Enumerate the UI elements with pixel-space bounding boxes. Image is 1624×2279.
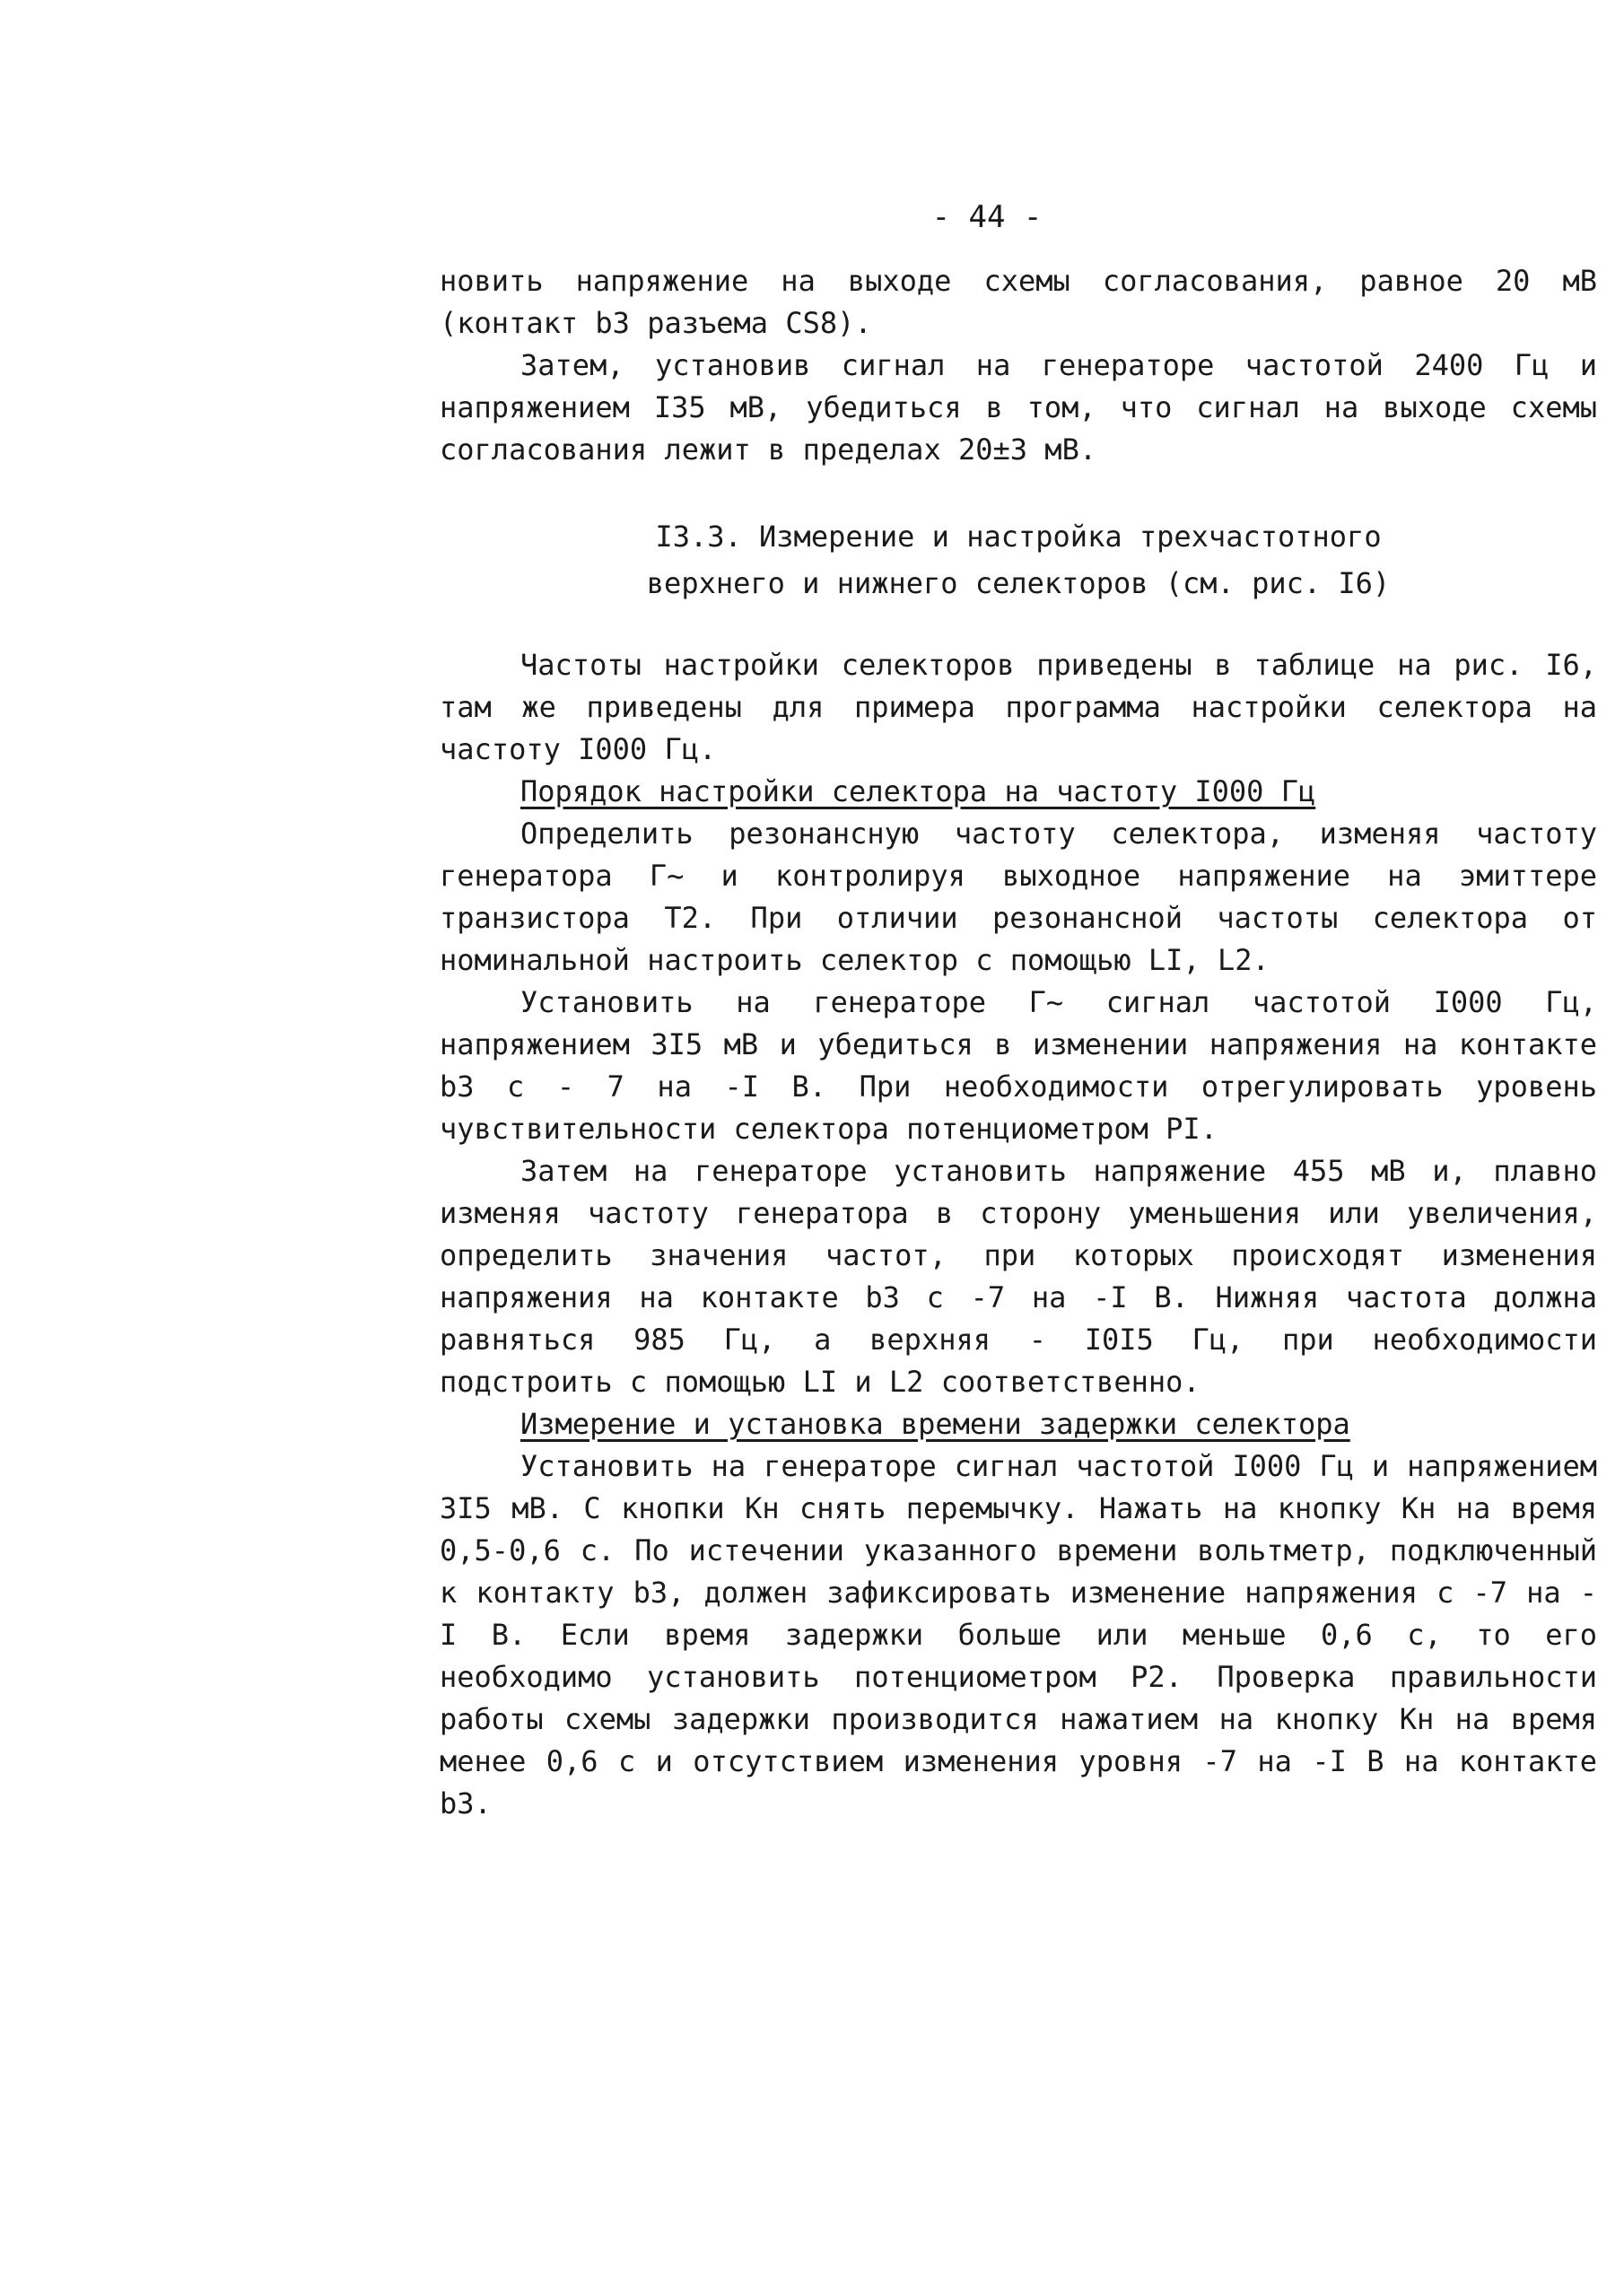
intro-section	[440, 260, 1597, 471]
intro-paragraph-2: Затем, установив сигнал на генераторе частотой 2400 Гц и напряжением I35 мВ, убедиться в том, что сигнал на выходе схемы согласования лежит в пределах 20±3 мВ.	[440, 348, 1597, 467]
subheading-tuning-order-text: Порядок настройки селектора на частоту I000 Гц	[520, 774, 1316, 808]
section-heading-line-1: I3.3. Измерение и настройка трехчастотного	[655, 520, 1382, 554]
subheading-delay-time-text: Измерение и установка времени задержки селектора	[520, 1407, 1350, 1441]
intro-paragraph-1: новить напряжение на выходе схемы согласования, равное 20 мВ (контакт b3 разъема CS8).	[440, 264, 1597, 340]
body-paragraph-5: Установить на генераторе сигнал частотой I000 Гц и напряжением 3I5 мВ. С кнопки Кн снять перемычку. Нажать на кнопку Кн на время 0,5-0,6 с. По истечении указанного времени вольтметр, подключенный к контакту b3, должен зафиксировать изменение напряжения с -7 на -I В. Если время задержки больше или меньше 0,6 с, то его необходимо установить потенциометром P2. Проверка правильности работы схемы задержки производится нажатием на кнопку Кн на время менее 0,6 с и отсутствием изменения уровня -7 на -I В на контакте b3.	[440, 1449, 1597, 1821]
section-heading	[440, 513, 1597, 607]
body-section	[440, 644, 1597, 1825]
section-heading-line-2: верхнего и нижнего селекторов (см. рис. I6)	[646, 566, 1391, 600]
body-paragraph-4: Затем на генераторе установить напряжение 455 мВ и, плавно изменяя частоту генератора в сторону уменьшения или увеличения, определить значения частот, при которых происходят изменения напряжения на контакте b3 с -7 на -I В. Нижняя частота должна равняться 985 Гц, а верхняя - I0I5 Гц, при необходимости подстроить с помощью LI и L2 соответственно.	[440, 1154, 1597, 1399]
subheading-delay-time	[440, 1403, 1597, 1445]
body-paragraph-1: Частоты настройки селекторов приведены в таблице на рис. I6, там же приведены для примера программа настройки селектора на частоту I000 Гц.	[440, 648, 1597, 766]
body-paragraph-2: Определить резонансную частоту селектора, изменяя частоту генератора Г~ и контролируя выходное напряжение на эмиттере транзистора Т2. При отличии резонансной частоты селектора от номинальной настроить селектор с помощью LI, L2.	[440, 816, 1597, 977]
body-paragraph-3: Установить на генераторе Г~ сигнал частотой I000 Гц, напряжением 3I5 мВ и убедиться в изменении напряжения на контакте b3 с - 7 на -I В. При необходимости отрегулировать уровень чувствительности селектора потенциометром PI.	[440, 985, 1597, 1146]
subheading-tuning-order	[440, 771, 1597, 813]
page-number: - 44 -	[931, 199, 1043, 235]
